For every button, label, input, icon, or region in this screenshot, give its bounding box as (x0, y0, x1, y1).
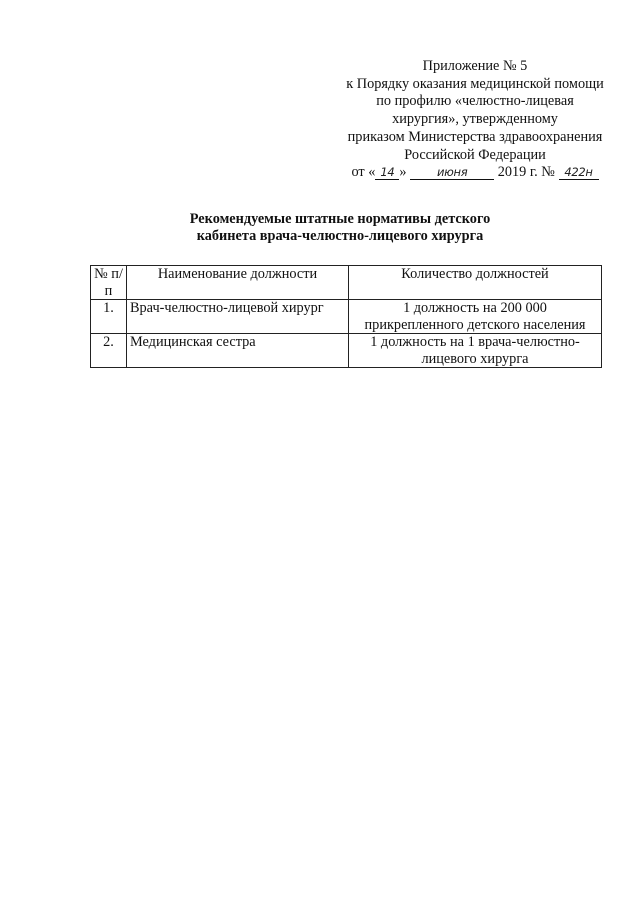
appendix-block (330, 58, 620, 182)
appendix-line: по профилю «челюстно-лицевая (376, 93, 574, 110)
appendix-line: Российской Федерации (404, 146, 546, 163)
row-number: 1. (91, 300, 127, 334)
date-mid: » (399, 164, 407, 181)
row-number: 2. (91, 334, 127, 368)
table-row (91, 300, 602, 334)
header-quantity: Количество должностей (349, 266, 602, 300)
handwritten-month: июня (410, 166, 494, 180)
document-title (140, 211, 540, 245)
staff-norms-table (90, 265, 602, 368)
row-position: Врач-челюстно-лицевой хирург (127, 300, 349, 334)
appendix-number: Приложение № 5 (422, 58, 528, 74)
order-date-line (330, 164, 620, 182)
row-quantity: 1 должность на 200 000 прикрепленного детского населения (349, 300, 602, 334)
row-position: Медицинская сестра (127, 334, 349, 368)
header-position: Наименование должности (127, 266, 349, 300)
table-row (91, 334, 602, 368)
appendix-line: хирургия», утвержденному (392, 111, 558, 128)
row-quantity: 1 должность на 1 врача-челюстно-лицевого хирурга (349, 334, 602, 368)
handwritten-day: 14 (375, 166, 399, 180)
handwritten-order-number: 422н (559, 166, 599, 180)
date-prefix: от « (351, 164, 376, 181)
date-year: 2019 г. № (497, 164, 555, 181)
title-line-2: кабинета врача-челюстно-лицевого хирурга (196, 228, 484, 244)
appendix-line: к Порядку оказания медицинской помощи (346, 75, 604, 92)
header-number: № п/п (91, 266, 127, 300)
appendix-line: приказом Министерства здравоохранения (347, 128, 603, 145)
table-header-row (91, 266, 602, 300)
title-line-1: Рекомендуемые штатные нормативы детского (189, 211, 491, 227)
